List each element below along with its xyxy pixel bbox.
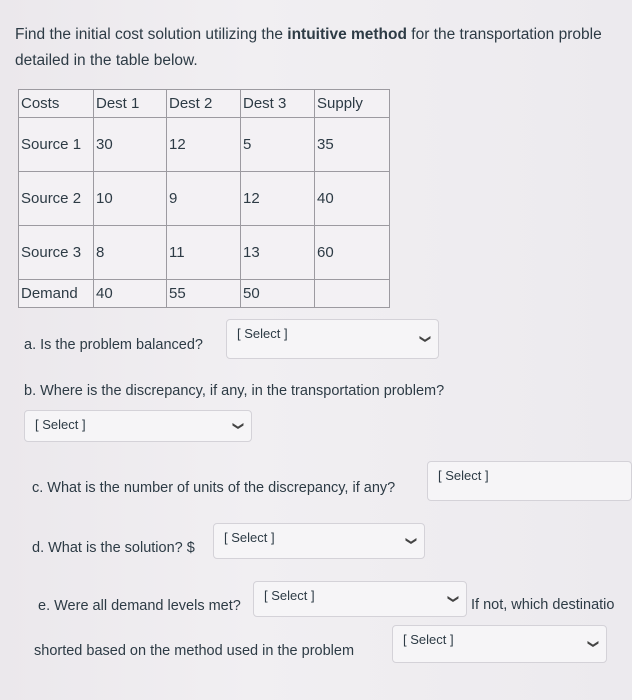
select-value: [ Select ] xyxy=(237,326,288,341)
table-row xyxy=(19,226,390,280)
question-e-select[interactable] xyxy=(253,581,467,617)
question-f-text: shorted based on the method used in the problem xyxy=(34,643,355,659)
select-value: [ Select ] xyxy=(35,417,86,432)
chevron-down-icon: ❯ xyxy=(231,421,244,431)
header-cell: Dest 1 xyxy=(94,90,167,118)
header-cell: Costs xyxy=(19,90,94,118)
table-cell: 13 xyxy=(241,226,315,280)
question-c-select[interactable] xyxy=(427,461,632,501)
table-cell: 35 xyxy=(315,118,390,172)
chevron-down-icon: ❯ xyxy=(446,594,459,604)
table-cell: 40 xyxy=(315,172,390,226)
table-cell: Demand xyxy=(19,280,94,308)
problem-prompt xyxy=(15,22,632,74)
question-f-select[interactable] xyxy=(392,625,607,663)
question-c-text: c. What is the number of units of the discrepancy, if any? xyxy=(32,480,396,496)
select-value: [ Select ] xyxy=(224,530,275,545)
question-d-text: d. What is the solution? $ xyxy=(32,540,195,556)
chevron-down-icon: ❯ xyxy=(404,536,417,546)
table-cell: 60 xyxy=(315,226,390,280)
question-a-select[interactable] xyxy=(226,319,439,359)
question-d-select[interactable] xyxy=(213,523,425,559)
question-b-select[interactable] xyxy=(24,410,252,442)
question-e-text: e. Were all demand levels met? xyxy=(38,598,241,614)
table-row xyxy=(19,172,390,226)
question-a-text: a. Is the problem balanced? xyxy=(24,337,203,353)
table-header-row xyxy=(19,90,390,118)
select-value: [ Select ] xyxy=(403,632,454,647)
prompt-line1-bold: intuitive method xyxy=(287,26,407,43)
question-b-text: b. Where is the discrepancy, if any, in the transportation problem? xyxy=(24,383,445,399)
table-cell: Source 1 xyxy=(19,118,94,172)
table-cell: Source 2 xyxy=(19,172,94,226)
table-cell xyxy=(315,280,390,308)
chevron-down-icon: ❯ xyxy=(418,334,431,344)
table-cell: 40 xyxy=(94,280,167,308)
table-cell: Source 3 xyxy=(19,226,94,280)
table-row xyxy=(19,118,390,172)
table-cell: 12 xyxy=(167,118,241,172)
table-row xyxy=(19,280,390,308)
header-cell: Dest 2 xyxy=(167,90,241,118)
table-cell: 10 xyxy=(94,172,167,226)
table-cell: 8 xyxy=(94,226,167,280)
prompt-line1-pre: Find the initial cost solution utilizing the xyxy=(15,26,288,43)
table-cell: 55 xyxy=(167,280,241,308)
question-e-followup: If not, which destinatio xyxy=(471,597,615,613)
chevron-down-icon: ❯ xyxy=(586,639,599,649)
cost-table xyxy=(18,89,390,308)
select-value: [ Select ] xyxy=(264,588,315,603)
select-value: [ Select ] xyxy=(438,468,489,483)
table-cell: 50 xyxy=(241,280,315,308)
table-cell: 5 xyxy=(241,118,315,172)
table-cell: 11 xyxy=(167,226,241,280)
table-cell: 12 xyxy=(241,172,315,226)
table-cell: 30 xyxy=(94,118,167,172)
header-cell: Dest 3 xyxy=(241,90,315,118)
header-cell: Supply xyxy=(315,90,390,118)
prompt-line1-post: for the transportation proble xyxy=(406,26,602,43)
prompt-line2: detailed in the table below. xyxy=(15,52,198,69)
table-cell: 9 xyxy=(167,172,241,226)
